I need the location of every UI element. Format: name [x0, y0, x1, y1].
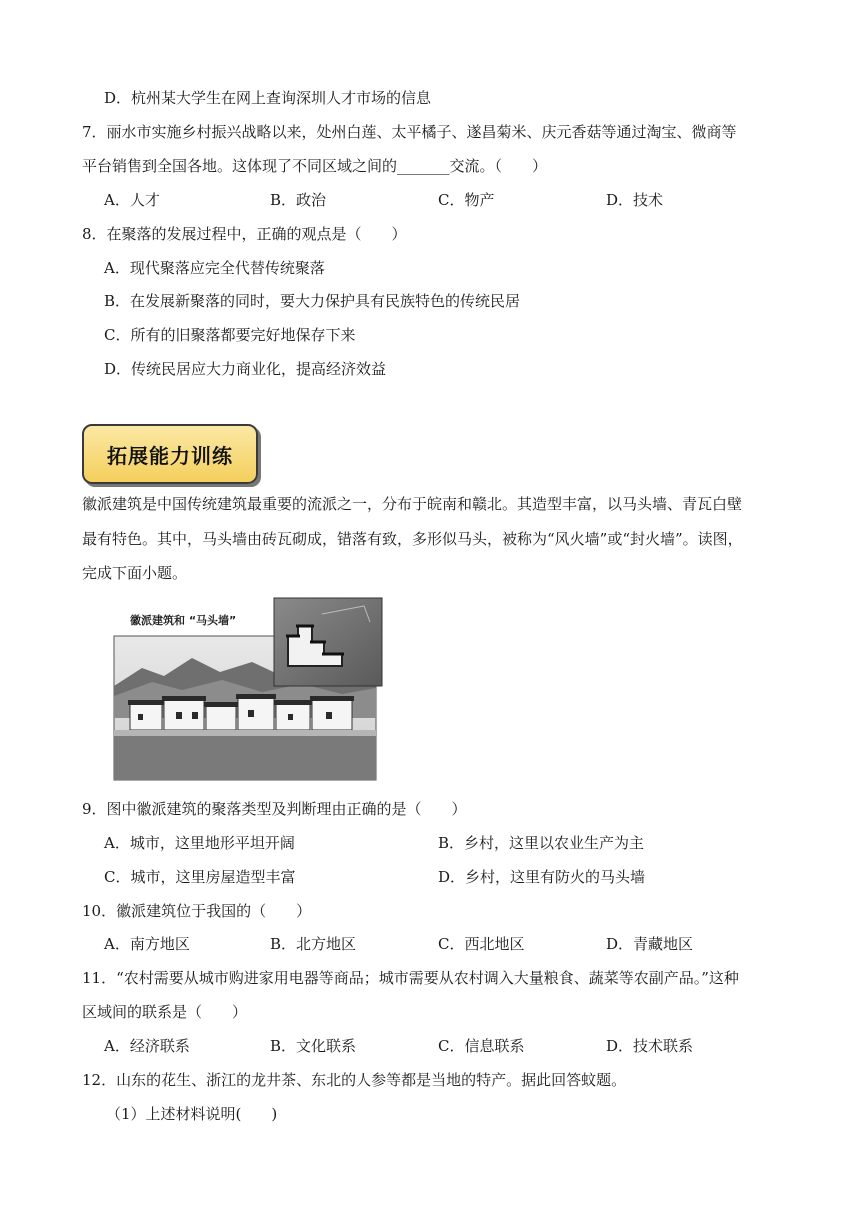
q8-option-a: A．现代聚落应完全代替传统聚落: [104, 259, 325, 277]
q8-stem: 8．在聚落的发展过程中，正确的观点是（ ）: [82, 225, 407, 243]
q9-option-b: B．乡村，这里以农业生产为主: [438, 834, 645, 852]
q7-option-d: D．技术: [606, 191, 664, 209]
section-banner: 拓展能力训练: [82, 424, 258, 484]
q10-option-b: B．北方地区: [270, 935, 357, 953]
intro-line2: 最有特色。其中，马头墙由砖瓦砌成，错落有致，多形似马头，被称为“风火墙”或“封火墙”。读图，: [82, 530, 743, 548]
q9-option-a: A．城市，这里地形平坦开阔: [104, 834, 295, 852]
q8-option-b: B．在发展新聚落的同时，要大力保护具有民族特色的传统民居: [104, 292, 521, 310]
q11-stem-line2: 区域间的联系是（ ）: [82, 1003, 248, 1021]
intro-line1: 徽派建筑是中国传统建筑最重要的流派之一，分布于皖南和赣北。其造型丰富，以马头墙、青瓦白壁: [82, 495, 743, 513]
q12-stem: 12．山东的花生、浙江的龙井茶、东北的人参等都是当地的特产。据此回答蚊题。: [82, 1071, 627, 1089]
q7-option-b: B．政治: [270, 191, 327, 209]
q11-option-a: A．经济联系: [104, 1037, 190, 1055]
q10-option-a: A．南方地区: [104, 935, 190, 953]
q9-stem: 9．图中徽派建筑的聚落类型及判断理由正确的是（ ）: [82, 800, 467, 818]
q10-stem: 10．徽派建筑位于我国的（ ）: [82, 902, 312, 920]
q11-option-d: D．技术联系: [606, 1037, 694, 1055]
q9-option-c: C．城市，这里房屋造型丰富: [104, 868, 296, 886]
q10-option-c: C．西北地区: [438, 935, 525, 953]
huizhou-architecture-image: [102, 596, 384, 782]
q7-option-c: C．物产: [438, 191, 495, 209]
q11-option-b: B．文化联系: [270, 1037, 357, 1055]
q11-option-c: C．信息联系: [438, 1037, 525, 1055]
q12-sub1: （1）上述材料说明( ): [106, 1105, 278, 1123]
q8-option-d: D．传统民居应大力商业化，提高经济效益: [104, 360, 387, 378]
q7-stem-line2: 平台销售到全国各地。这体现了不同区域之间的_______交流。（ ）: [82, 157, 548, 175]
q6-option-d: D．杭州某大学生在网上查询深圳人才市场的信息: [104, 89, 432, 107]
q8-option-c: C．所有的旧聚落都要完好地保存下来: [104, 326, 356, 344]
figure-caption: 徽派建筑和 “马头墙”: [130, 614, 237, 627]
intro-line3: 完成下面小题。: [82, 564, 188, 582]
q9-option-d: D．乡村，这里有防火的马头墙: [438, 868, 646, 886]
q7-stem-line1: 7．丽水市实施乡村振兴战略以来，处州白莲、太平橘子、遂昌菊米、庆元香菇等通过淘宝、微商等: [82, 123, 737, 141]
q7-option-a: A．人才: [104, 191, 160, 209]
q11-stem-line1: 11．“农村需要从城市购进家用电器等商品；城市需要从农村调入大量粮食、蔬菜等农副产品。”这种: [82, 969, 739, 987]
q10-option-d: D．青藏地区: [606, 935, 694, 953]
